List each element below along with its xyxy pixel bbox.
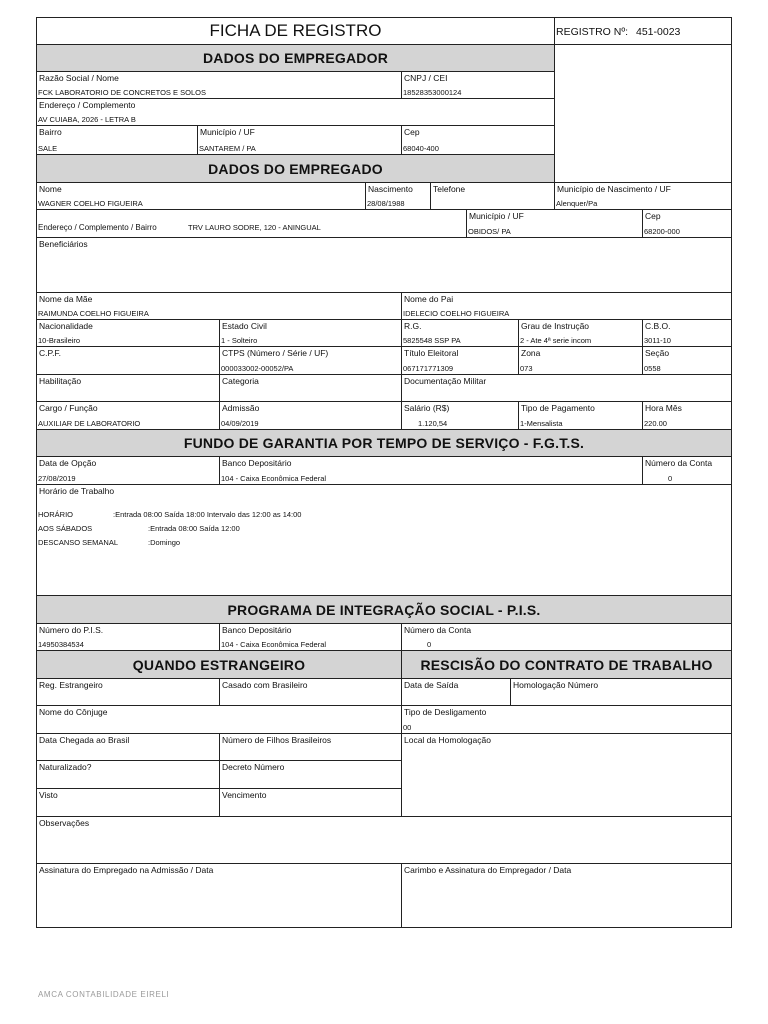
titulo-eleitoral-field xyxy=(401,346,519,375)
form-title-text: FICHA DE REGISTRO xyxy=(209,21,382,40)
observacoes-label: Observações xyxy=(39,818,90,828)
secao-label: Seção xyxy=(645,348,670,358)
tipo-desligamento-field xyxy=(401,705,732,734)
visto-label: Visto xyxy=(39,790,58,800)
vencimento-field xyxy=(219,788,402,817)
cpf-field xyxy=(36,346,220,375)
section-estrangeiro-title: QUANDO ESTRANGEIRO xyxy=(132,656,306,673)
nascimento-value: 28/08/1988 xyxy=(367,199,405,208)
photo-box xyxy=(554,44,732,183)
nome-conjuge-field xyxy=(36,705,402,734)
endereco-empregador-label: Endereço / Complemento xyxy=(39,100,136,110)
municipio-empregador-field xyxy=(197,125,402,155)
sabados-row-value: :Entrada 08:00 Saída 12:00 xyxy=(148,524,240,533)
reg-estrangeiro-label: Reg. Estrangeiro xyxy=(39,680,103,690)
cbo-value: 3011-10 xyxy=(644,336,671,345)
habilitacao-label: Habilitação xyxy=(39,376,82,386)
documentacao-militar-field xyxy=(401,374,732,402)
fgts-conta-label: Número da Conta xyxy=(645,458,713,468)
pis-conta-label: Número da Conta xyxy=(404,625,472,635)
grau-instrucao-label: Grau de Instrução xyxy=(521,321,590,331)
observacoes-field xyxy=(36,816,732,864)
section-rescisao xyxy=(401,650,732,679)
nome-mae-field xyxy=(36,292,402,320)
cnpj-value: 18528353000124 xyxy=(403,88,462,97)
estado-civil-value: 1 - Solteiro xyxy=(221,336,258,345)
habilitacao-field xyxy=(36,374,220,402)
municipio-nascimento-value: Alenquer/Pa xyxy=(556,199,598,208)
hora-mes-value: 220.00 xyxy=(644,419,667,428)
nome-pai-value: IDELECIO COELHO FIGUEIRA xyxy=(403,309,510,318)
ctps-field xyxy=(219,346,402,375)
pis-banco-field xyxy=(219,623,402,651)
pis-conta-field xyxy=(401,623,732,651)
cargo-field xyxy=(36,401,220,430)
local-homologacao-field xyxy=(401,733,732,817)
section-pis xyxy=(36,595,732,624)
fgts-conta-field xyxy=(642,456,732,485)
descanso-row-label: DESCANSO SEMANAL xyxy=(38,538,119,547)
casado-brasileiro-field xyxy=(219,678,402,706)
telefone-field xyxy=(430,182,555,210)
registro-box xyxy=(554,17,732,45)
assinatura-empregado-label: Assinatura do Empregado na Admissão / Data xyxy=(39,865,214,875)
endereco-empregado-label: Endereço / Complemento / Bairro xyxy=(38,223,157,232)
footer-company: AMCA CONTABILIDADE EIRELI xyxy=(38,990,170,999)
secao-field xyxy=(642,346,732,375)
estado-civil-label: Estado Civil xyxy=(222,321,267,331)
vencimento-label: Vencimento xyxy=(222,790,267,800)
section-estrangeiro xyxy=(36,650,402,679)
beneficiarios-label: Beneficiários xyxy=(39,239,88,249)
cbo-field xyxy=(642,319,732,347)
salario-value: 1.120,54 xyxy=(418,419,448,428)
nacionalidade-label: Nacionalidade xyxy=(39,321,93,331)
cep-empregador-field xyxy=(401,125,555,155)
razao-social-field xyxy=(36,71,402,99)
bairro-field xyxy=(36,125,198,155)
cnpj-field xyxy=(401,71,555,99)
nome-pai-label: Nome do Pai xyxy=(404,294,454,304)
data-opcao-field xyxy=(36,456,220,485)
naturalizado-field xyxy=(36,760,220,789)
filhos-brasileiros-label: Número de Filhos Brasileiros xyxy=(222,735,332,745)
homologacao-numero-label: Homologação Número xyxy=(513,680,599,690)
assinatura-empregado-field xyxy=(36,863,402,928)
carimbo-empregador-field xyxy=(401,863,732,928)
municipio-empregado-value: OBIDOS/ PA xyxy=(468,227,511,236)
horario-row-value: :Entrada 08:00 Saída 18:00 Intervalo das 12:00 as 14:00 xyxy=(113,510,302,519)
cep-empregador-label: Cep xyxy=(404,127,420,137)
visto-field xyxy=(36,788,220,817)
section-pis-title: PROGRAMA DE INTEGRAÇÃO SOCIAL - P.I.S. xyxy=(227,601,541,618)
fgts-banco-value: 104 - Caixa Econômica Federal xyxy=(221,474,327,483)
categoria-field xyxy=(219,374,402,402)
casado-brasileiro-label: Casado com Brasileiro xyxy=(222,680,308,690)
municipio-nascimento-field xyxy=(554,182,732,210)
documentacao-militar-label: Documentação Militar xyxy=(404,376,487,386)
nome-field xyxy=(36,182,366,210)
nome-mae-label: Nome da Mãe xyxy=(39,294,93,304)
cep-empregado-label: Cep xyxy=(645,211,661,221)
fgts-banco-field xyxy=(219,456,643,485)
zona-label: Zona xyxy=(521,348,541,358)
fgts-conta-value: 0 xyxy=(668,474,673,483)
titulo-eleitoral-label: Título Eleitoral xyxy=(404,348,459,358)
cnpj-label: CNPJ / CEI xyxy=(404,73,448,83)
rg-field xyxy=(401,319,519,347)
tipo-pagamento-value: 1-Mensalista xyxy=(520,419,563,428)
section-fgts-title: FUNDO DE GARANTIA POR TEMPO DE SERVIÇO - F.G.T.S. xyxy=(183,435,585,451)
salario-label: Salário (R$) xyxy=(404,403,450,413)
tipo-desligamento-label: Tipo de Desligamento xyxy=(404,707,487,717)
homologacao-numero-field xyxy=(510,678,732,706)
nome-value: WAGNER COELHO FIGUEIRA xyxy=(38,199,143,208)
zona-field xyxy=(518,346,643,375)
registro-value: 451-0023 xyxy=(636,26,681,38)
bairro-label: Bairro xyxy=(39,127,62,137)
sabados-row-label: AOS SÁBADOS xyxy=(38,524,93,533)
form-title xyxy=(36,17,555,45)
razao-social-label: Razão Social / Nome xyxy=(39,73,119,83)
nacionalidade-value: 10-Brasileiro xyxy=(38,336,81,345)
descanso-row-value: :Domingo xyxy=(148,538,181,547)
data-opcao-value: 27/08/2019 xyxy=(38,474,76,483)
carimbo-empregador-label: Carimbo e Assinatura do Empregador / Data xyxy=(404,865,572,875)
cbo-label: C.B.O. xyxy=(645,321,671,331)
municipio-empregado-label: Município / UF xyxy=(469,211,524,221)
data-saida-label: Data de Saída xyxy=(404,680,459,690)
fgts-banco-label: Banco Depositário xyxy=(222,458,292,468)
tipo-pagamento-field xyxy=(518,401,643,430)
nascimento-label: Nascimento xyxy=(368,184,413,194)
hora-mes-field xyxy=(642,401,732,430)
admissao-field xyxy=(219,401,402,430)
section-empregado-title: DADOS DO EMPREGADO xyxy=(208,160,383,177)
section-empregador xyxy=(36,44,555,72)
grau-instrucao-field xyxy=(518,319,643,347)
hora-mes-label: Hora Mês xyxy=(645,403,682,413)
pis-numero-label: Número do P.I.S. xyxy=(39,625,104,635)
ctps-value: 000033002-00052/PA xyxy=(221,364,294,373)
data-opcao-label: Data de Opção xyxy=(39,458,97,468)
titulo-eleitoral-value: 067171771309 xyxy=(403,364,454,373)
pis-conta-value: 0 xyxy=(427,640,432,649)
horario-row-label: HORÁRIO xyxy=(38,510,74,519)
cpf-label: C.P.F. xyxy=(39,348,62,358)
nascimento-field xyxy=(365,182,431,210)
secao-value: 0558 xyxy=(644,364,661,373)
grau-instrucao-value: 2 - Ate 4ª serie incom xyxy=(520,336,592,345)
registro-label: REGISTRO Nº: xyxy=(556,26,629,38)
section-empregador-title: DADOS DO EMPREGADOR xyxy=(202,50,389,66)
endereco-empregado-field xyxy=(36,209,467,238)
pis-banco-value: 104 - Caixa Econômica Federal xyxy=(221,640,327,649)
pis-banco-label: Banco Depositário xyxy=(222,625,292,635)
endereco-empregador-field xyxy=(36,98,555,126)
telefone-label: Telefone xyxy=(433,184,466,194)
municipio-empregador-label: Município / UF xyxy=(200,127,255,137)
cargo-label: Cargo / Função xyxy=(39,403,98,413)
cep-empregado-value: 68200-000 xyxy=(644,227,680,236)
data-chegada-label: Data Chegada ao Brasil xyxy=(39,735,130,745)
data-saida-field xyxy=(401,678,511,706)
horario-trabalho-label: Horário de Trabalho xyxy=(39,486,115,496)
pis-numero-field xyxy=(36,623,220,651)
nome-conjuge-label: Nome do Cônjuge xyxy=(39,707,108,717)
pis-numero-value: 14950384534 xyxy=(38,640,84,649)
rg-value: 5825548 SSP PA xyxy=(403,336,461,345)
razao-social-value: FCK LABORATORIO DE CONCRETOS E SOLOS xyxy=(38,88,206,97)
section-empregado xyxy=(36,154,555,183)
local-homologacao-label: Local da Homologação xyxy=(404,735,491,745)
tipo-pagamento-label: Tipo de Pagamento xyxy=(521,403,595,413)
nome-label: Nome xyxy=(39,184,62,194)
section-rescisao-title: RESCISÃO DO CONTRATO DE TRABALHO xyxy=(420,656,713,673)
categoria-label: Categoria xyxy=(222,376,259,386)
cep-empregado-field xyxy=(642,209,732,238)
beneficiarios-field xyxy=(36,237,732,293)
salario-field xyxy=(401,401,519,430)
estado-civil-field xyxy=(219,319,402,347)
data-chegada-field xyxy=(36,733,220,761)
cargo-value: AUXILIAR DE LABORATORIO xyxy=(38,419,141,428)
admissao-label: Admissão xyxy=(222,403,260,413)
admissao-value: 04/09/2019 xyxy=(221,419,259,428)
tipo-desligamento-value: 00 xyxy=(403,723,412,732)
cep-empregador-value: 68040-400 xyxy=(403,144,439,153)
section-fgts xyxy=(36,429,732,457)
nome-pai-field xyxy=(401,292,732,320)
municipio-empregado-field xyxy=(466,209,643,238)
reg-estrangeiro-field xyxy=(36,678,220,706)
horario-trabalho-field xyxy=(36,484,732,596)
decreto-numero-label: Decreto Número xyxy=(222,762,285,772)
naturalizado-label: Naturalizado? xyxy=(39,762,92,772)
bairro-value: SALE xyxy=(38,144,58,153)
municipio-empregador-value: SANTAREM / PA xyxy=(199,144,256,153)
rg-label: R.G. xyxy=(404,321,422,331)
decreto-numero-field xyxy=(219,760,402,789)
filhos-brasileiros-field xyxy=(219,733,402,761)
endereco-empregador-value: AV CUIABA, 2026 - LETRA B xyxy=(38,115,136,124)
ctps-label: CTPS (Número / Série / UF) xyxy=(222,348,329,358)
municipio-nascimento-label: Município de Nascimento / UF xyxy=(557,184,671,194)
nome-mae-value: RAIMUNDA COELHO FIGUEIRA xyxy=(38,309,149,318)
endereco-empregado-value: TRV LAURO SODRE, 120 - ANINGUAL xyxy=(188,223,321,232)
zona-value: 073 xyxy=(520,364,533,373)
nacionalidade-field xyxy=(36,319,220,347)
